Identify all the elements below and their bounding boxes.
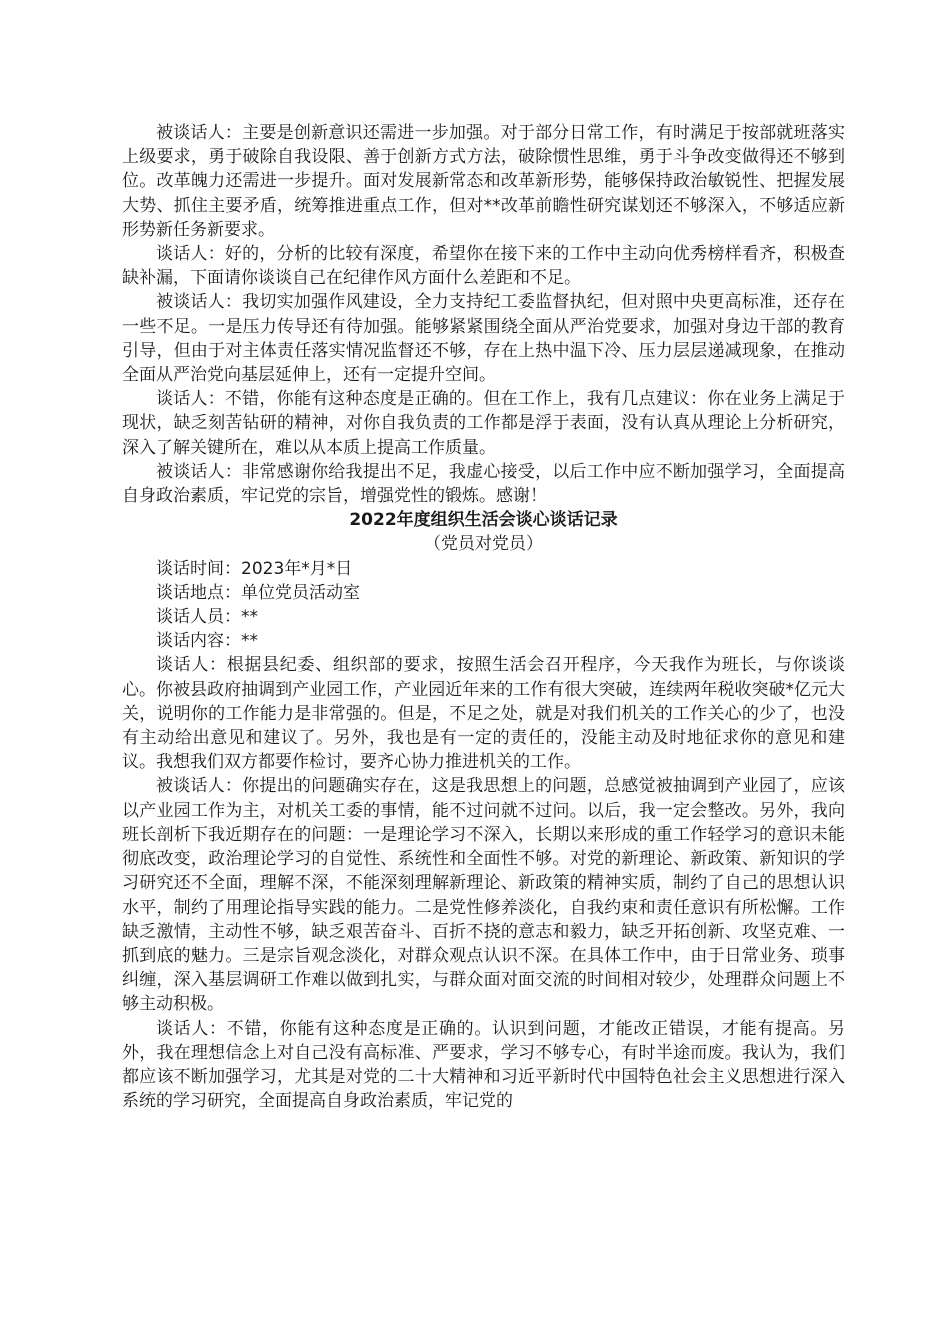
intro-paragraph: 谈话人：好的，分析的比较有深度，希望你在接下来的工作中主动向优秀榜样看齐，积极查缺补漏，下面请你谈谈自己在纪律作风方面什么差距和不足。 — [122, 244, 845, 289]
body-paragraph: 谈话人：不错，你能有这种态度是正确的。认识到问题，才能改正错误，才能有提高。另外，我在理想信念上对自己没有高标准、严要求，学习不够专心，有时半途而废。我认为，我们都应该不断加强学习，尤其是对党的二十大精神和习近平新时代中国特色社会主义思想进行深入系统的学习研究，全面提高自身政治素质，牢记党的 — [122, 1018, 845, 1112]
document-page — [122, 121, 845, 1113]
body-paragraph: 被谈话人：你提出的问题确实存在，这是我思想上的问题，总感觉被抽调到产业园了，应该以产业园工作为主，对机关工委的事情，能不过问就不过问。以后，我一定会整改。另外，我向班长剖析下我近期存在的问题：一是理论学习不深入，长期以来形成的重工作轻学习的意识未能彻底改变，政治理论学习的自觉性、系统性和全面性不够。对党的新理论、新政策、新知识的学习研究还不全面，理解不深，不能深刻理解新理论、新政策的精神实质，制约了自己的思想认识水平，制约了用理论指导实践的能力。二是党性修养淡化，自我约束和责任意识有所松懈。工作缺乏激情，主动性不够，缺乏艰苦奋斗、百折不挠的意志和毅力，缺乏开拓创新、攻坚克难、一抓到底的魅力。三是宗旨观念淡化，对群众观点认识不深。在具体工作中，由于日常业务、琐事纠缠，深入基层调研工作难以做到扎实，与群众面对面交流的时间相对较少，处理群众问题上不够主动积极。 — [122, 776, 845, 1015]
meta-content: 谈话内容：** — [156, 631, 258, 652]
intro-paragraph: 被谈话人：非常感谢你给我提出不足，我虚心接受，以后工作中应不断加强学习，全面提高自身政治素质，牢记党的宗旨，增强党性的锻炼。感谢！ — [122, 461, 845, 507]
intro-paragraph: 谈话人：不错，你能有这种态度是正确的。但在工作上，我有几点建议：你在业务上满足于现状，缺乏刻苦钻研的精神，对你自我负责的工作都是浮于表面，没有认真从理论上分析研究，深入了解关键所在，难以从本质上提高工作质量。 — [122, 389, 845, 458]
body-paragraph: 谈话人：根据县纪委、组织部的要求，按照生活会召开程序，今天我作为班长，与你谈谈心。你被县政府抽调到产业园工作，产业园近年来的工作有很大突破，连续两年税收突破*亿元大关，说明你的工作能力是非常强的。但是，不足之处，就是对我们机关的工作关心的少了，也没有主动给出意见和建议了。另外，我也是有一定的责任的，没能主动及时地征求你的意见和建议。我想我们双方都要作检讨，要齐心协力推进机关的工作。 — [122, 655, 845, 773]
meta-people: 谈话人员：** — [156, 607, 258, 628]
document-title: 2022年度组织生活会谈心谈话记录 — [349, 510, 618, 531]
document-subtitle: （党员对党员） — [424, 534, 543, 555]
intro-paragraph: 被谈话人：我切实加强作风建设，全力支持纪工委监督执纪，但对照中央更高标准，还存在一些不足。一是压力传导还有待加强。能够紧紧围绕全面从严治党要求，加强对身边干部的教育引导，但由于对主体责任落实情况监督还不够，存在上热中温下冷、压力层层递减现象，在推动全面从严治党向基层延伸上，还有一定提升空间。 — [122, 292, 845, 386]
intro-paragraph: 被谈话人：主要是创新意识还需进一步加强。对于部分日常工作，有时满足于按部就班落实上级要求，勇于破除自我设限、善于创新方式方法，破除惯性思维，勇于斗争改变做得还不够到位。改革魄力还需进一步提升。面对发展新常态和改革新形势，能够保持政治敏锐性、把握发展大势、抓住主要矛盾，统筹推进重点工作，但对**改革前瞻性研究谋划还不够深入，不够适应新形势新任务新要求。 — [122, 123, 845, 240]
meta-time: 谈话时间：2023年*月*日 — [156, 558, 353, 579]
meta-place: 谈话地点：单位党员活动室 — [156, 582, 360, 603]
